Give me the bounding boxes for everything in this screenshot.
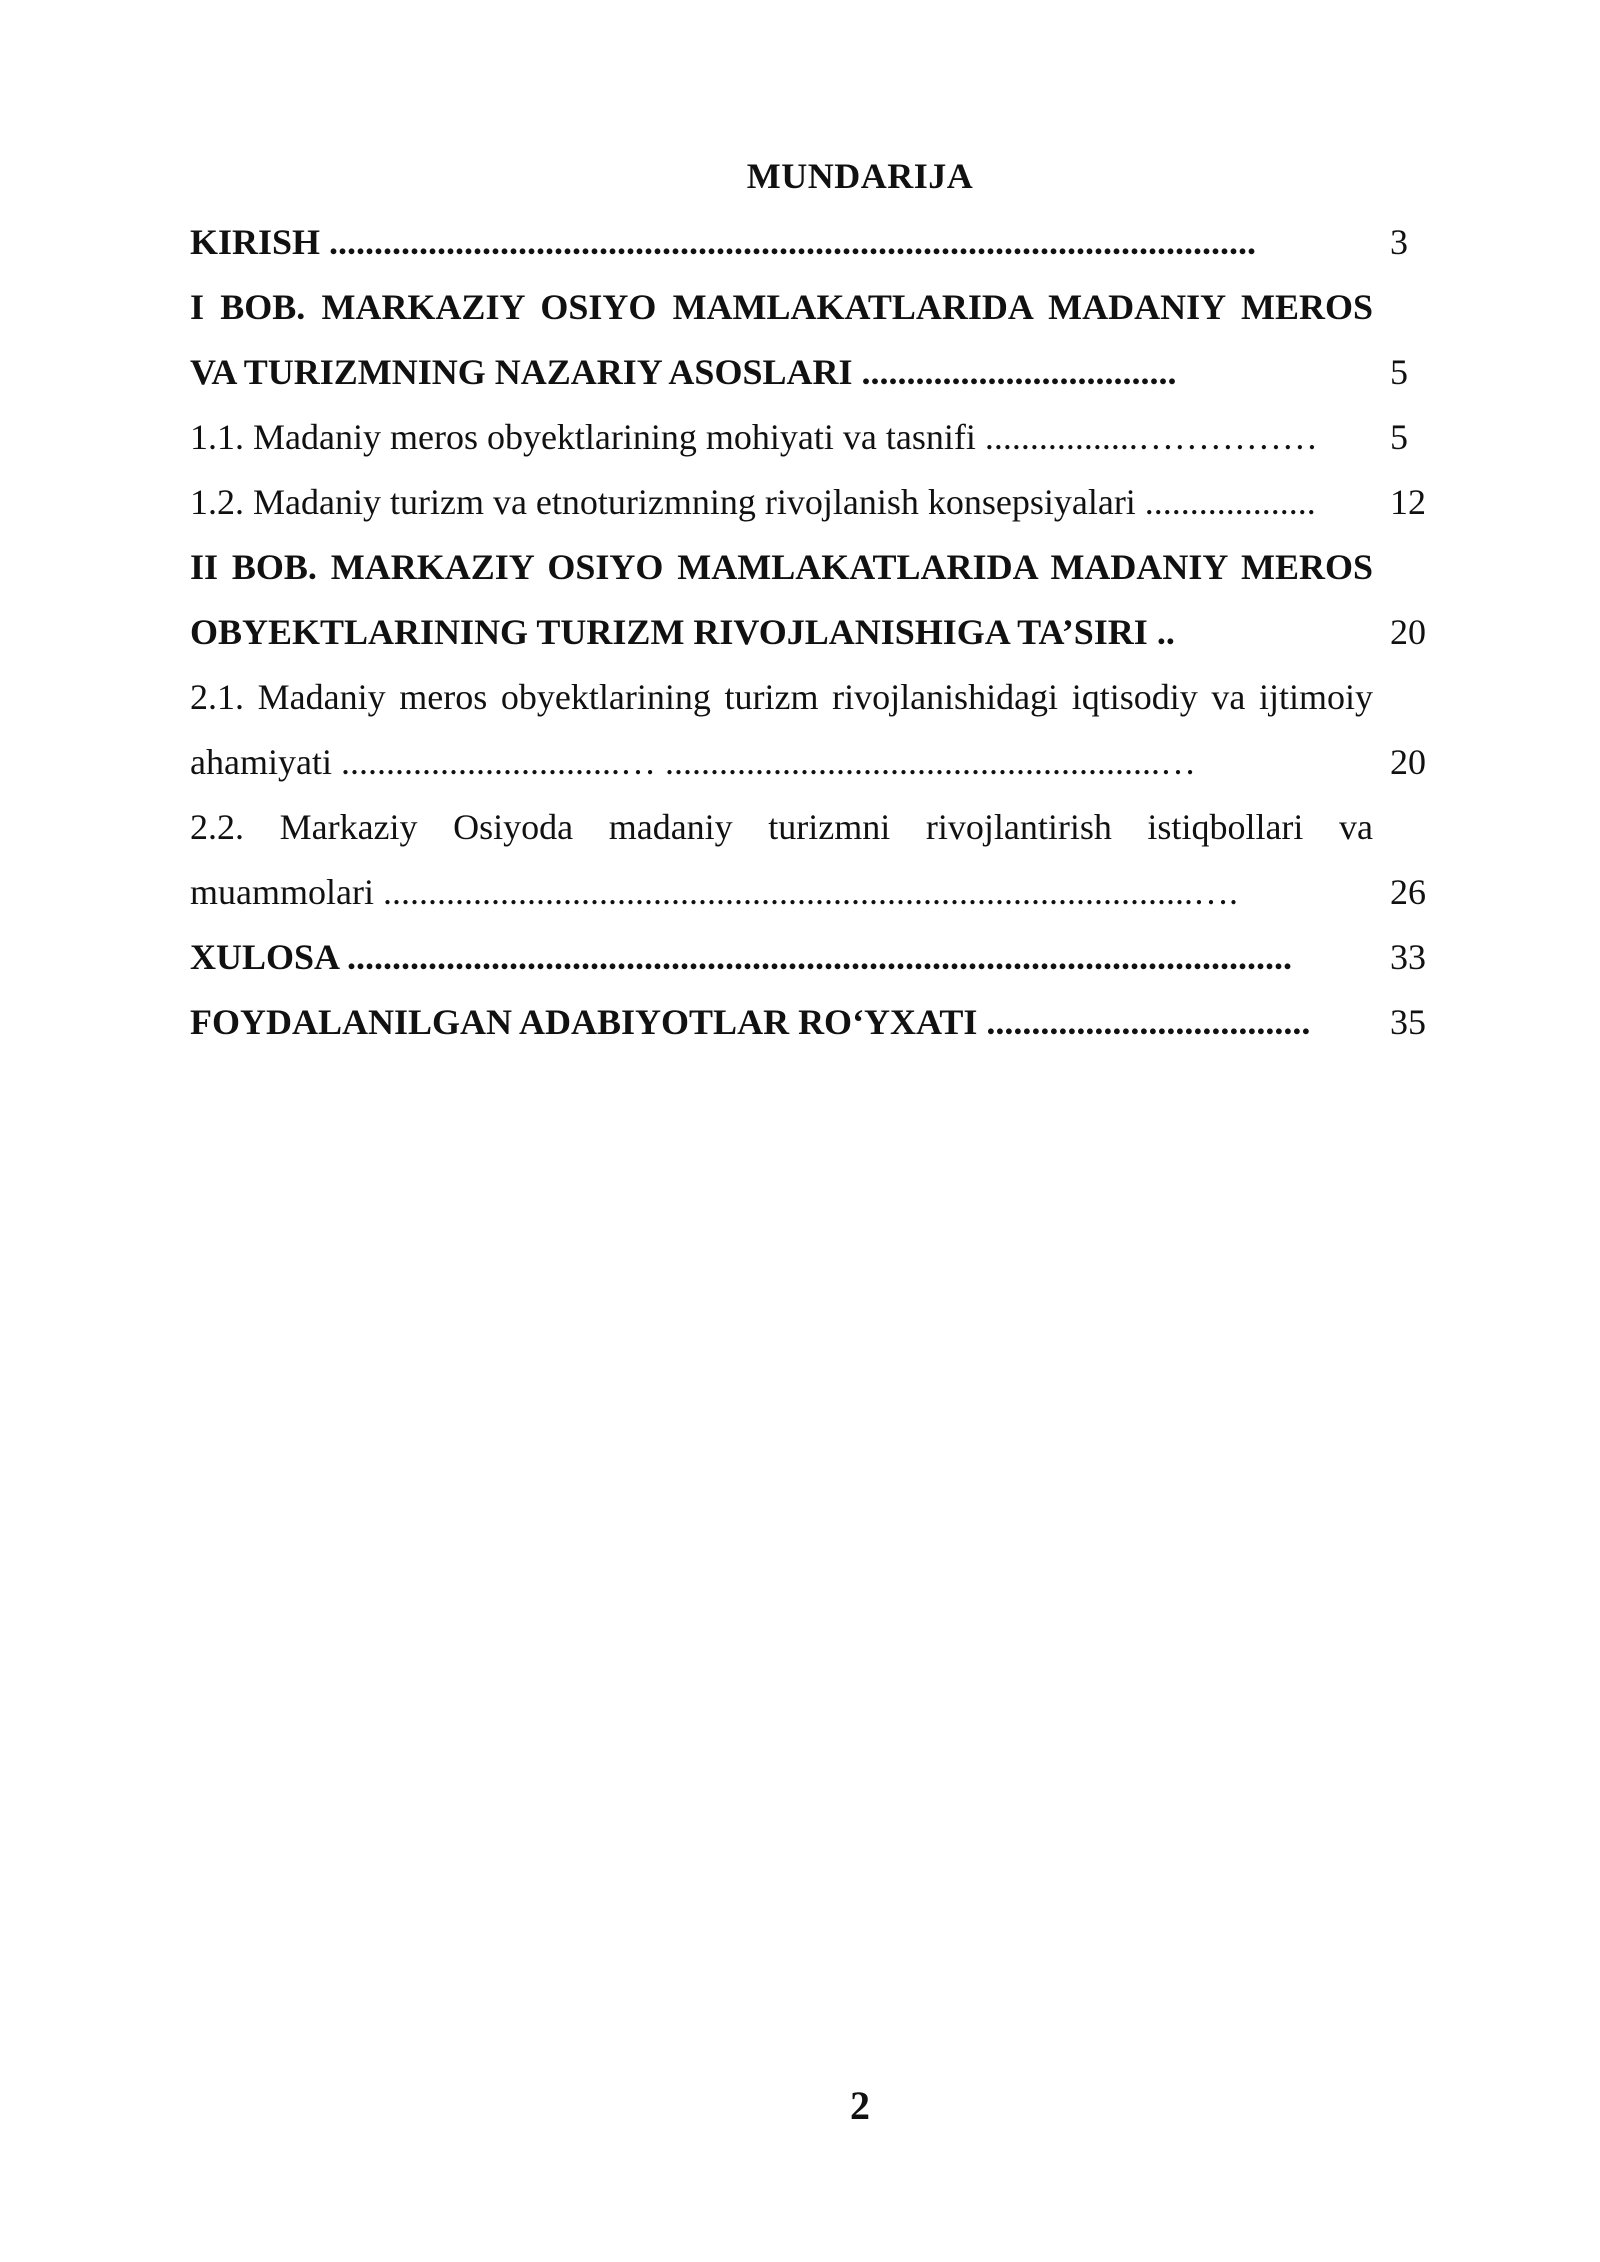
toc-entry-text: XULOSA ......................................................................................................... [190, 937, 1293, 977]
page-number: 2 [850, 2083, 870, 2128]
toc-page-number: 26 [1390, 872, 1426, 912]
toc-entry-chapter-1[interactable] [190, 275, 1450, 405]
toc-entry-section-1-2[interactable] [190, 470, 1450, 535]
toc-entry-text: FOYDALANILGAN ADABIYOTLAR RO‘YXATI .................................... [190, 1002, 1311, 1042]
toc-entry-text: 2.1. Madaniy meros obyektlarining turizm rivojlanishidagi iqtisodiy va ijtimoiy ahamiyati ...............................… .......................................................… [190, 677, 1373, 782]
toc-entry-kirish[interactable] [190, 210, 1450, 275]
toc-entry-text: I BOB. MARKAZIY OSIYO MAMLAKATLARIDA MADANIY MEROS VA TURIZMNING NAZARIY ASOSLARI ................................... [190, 287, 1373, 392]
toc-page-number: 5 [1390, 417, 1408, 457]
toc-entry-text: 1.2. Madaniy turizm va etnoturizmning rivojlanish konsepsiyalari ................... [190, 482, 1316, 522]
toc-entry-text: II BOB. MARKAZIY OSIYO MAMLAKATLARIDA MADANIY MEROS OBYEKTLARINING TURIZM RIVOJLANISHIGA TA’SIRI .. [190, 547, 1373, 652]
toc-entry-xulosa[interactable] [190, 925, 1450, 990]
toc-entry-section-2-2[interactable] [190, 795, 1450, 925]
toc-page-number: 20 [1390, 742, 1426, 782]
toc-page-number: 12 [1390, 482, 1426, 522]
toc-page-number: 33 [1390, 937, 1426, 977]
toc-entry-chapter-2[interactable] [190, 535, 1450, 665]
toc-entry-section-2-1[interactable] [190, 665, 1450, 795]
toc-page-number: 20 [1390, 612, 1426, 652]
toc-entry-text: 1.1. Madaniy meros obyektlarining mohiyati va tasnifi .................…………… [190, 417, 1318, 457]
table-of-contents [190, 210, 1450, 1055]
toc-page-number: 5 [1390, 352, 1408, 392]
toc-entry-section-1-1[interactable] [190, 405, 1450, 470]
toc-page-number: 3 [1390, 222, 1408, 262]
toc-entry-text: 2.2. Markaziy Osiyoda madaniy turizmni rivojlantirish istiqbollari va muammolari ..........................................................................................…. [190, 807, 1373, 912]
toc-entry-text: KIRISH ....................................................................................................... [190, 222, 1257, 262]
toc-title: MUNDARIJA [746, 156, 974, 196]
toc-page-number: 35 [1390, 1002, 1426, 1042]
toc-entry-references[interactable] [190, 990, 1450, 1055]
